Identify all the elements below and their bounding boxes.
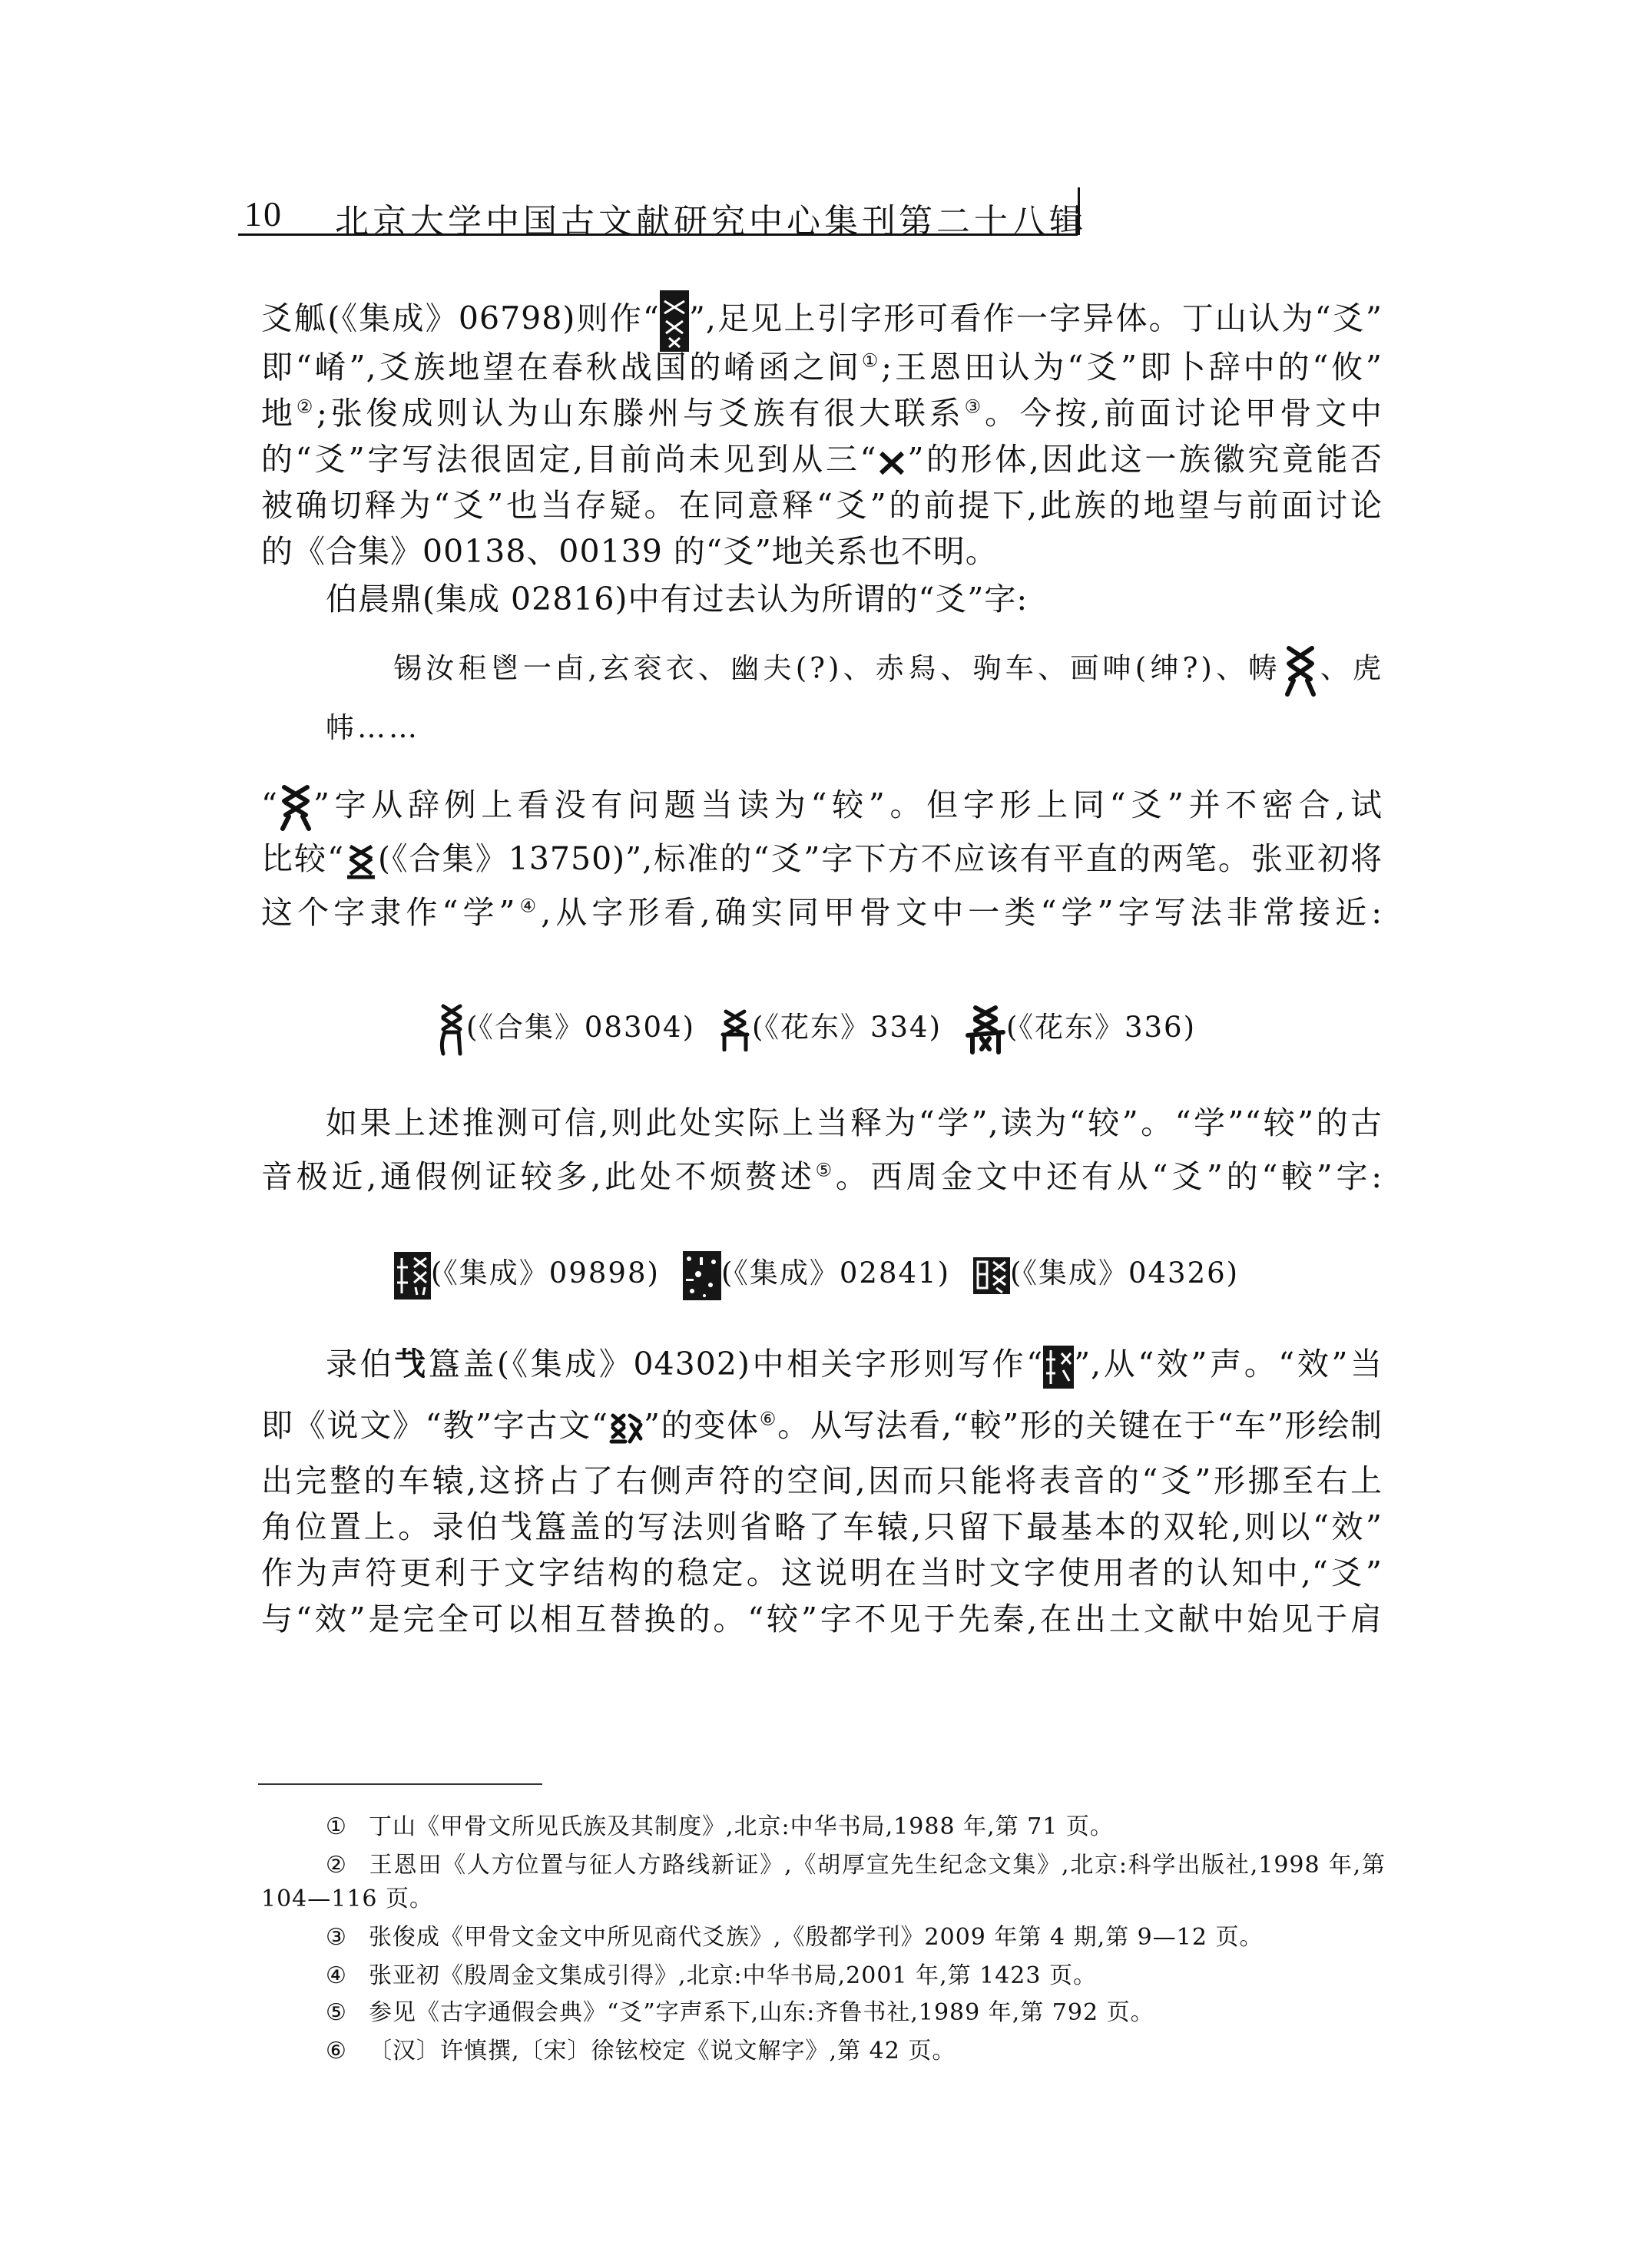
text-run: 。从写法看,“較”形的关键在于“车”形绘制	[777, 1407, 1383, 1444]
footnote-6	[326, 2034, 1386, 2069]
paragraph-1-line-4	[261, 436, 1383, 482]
footnote-ref-1[interactable]: ①	[861, 349, 882, 372]
oracle-glyph-x	[876, 447, 907, 478]
citation-label: (《合集》08304)	[465, 1011, 696, 1044]
text-run: 录伯	[326, 1346, 395, 1382]
footnote-marker: ④	[326, 1962, 347, 1989]
citation-label: (《集成》04326)	[1010, 1257, 1240, 1290]
paragraph-5-line-4	[261, 1504, 1383, 1550]
text-run: 簋盖(《集成》04302)中相关字形则写作“	[428, 1346, 1044, 1382]
citation-label: (《花东》336)	[1006, 1011, 1197, 1044]
paragraph-3-line-3	[261, 889, 1383, 935]
paragraph-5-line-6	[261, 1596, 1383, 1642]
paragraph-2	[326, 576, 1383, 622]
footnote-4	[326, 1958, 1386, 1994]
oracle-glyph-yao	[344, 843, 378, 880]
paragraph-5-line-5	[261, 1550, 1383, 1596]
text-run: 这个字隶作“学”	[261, 894, 516, 931]
paragraph-5-line-1	[326, 1341, 1383, 1387]
citation-label: (《集成》09898)	[430, 1257, 660, 1290]
paragraph-4-line-1	[326, 1100, 1383, 1146]
text-run: 的《合集》00138、00139 的“爻”地关系也不明。	[261, 533, 998, 570]
rubbing-image-jiao-1	[394, 1252, 431, 1300]
text-run: 的“爻”字写法很固定,目前尚未见到从三“	[261, 441, 877, 478]
text-run: 地	[261, 395, 296, 432]
text-run: 比较“	[261, 840, 345, 877]
text-run: 作为声符更利于文字结构的稳定。这说明在当时文字使用者的认知中,“爻”	[261, 1554, 1383, 1591]
inscription-quote-line-2	[326, 705, 1317, 751]
volume-label: 第二十八辑	[899, 202, 1087, 241]
oracle-examples-row	[0, 997, 1633, 1058]
text-run: 、虎	[1319, 651, 1385, 685]
bronze-glyph-jiao	[278, 784, 313, 832]
journal-title: 北京大学中国古文献研究中心集刊	[335, 202, 899, 241]
footnote-marker: ①	[326, 1813, 347, 1840]
text-run: 即“崤”,爻族地望在春秋战国的崤函之间	[261, 349, 862, 386]
page-number: 10	[244, 194, 283, 233]
footnote-text: 〔汉〕许慎撰,〔宋〕徐铉校定《说文解字》,第 42 页。	[369, 2038, 956, 2064]
footnote-ref-5[interactable]: ⑤	[815, 1159, 836, 1181]
footnote-ref-4[interactable]: ④	[515, 895, 542, 917]
footnote-2	[326, 1848, 1386, 1883]
oracle-glyph-xue-3	[965, 1005, 1006, 1055]
text-run: 音极近,通假例证较多,此处不烦赘述	[261, 1158, 816, 1195]
text-run: 帏……	[326, 711, 420, 744]
oracle-glyph-xue-1	[437, 1003, 466, 1057]
paragraph-1-line-6	[261, 528, 1383, 574]
text-run: 被确切释为“爻”也当存疑。在同意释“爻”的前提下,此族的地望与前面讨论	[261, 487, 1383, 524]
text-run: 出完整的车辕,这挤占了右侧声符的空间,因而只能将表音的“爻”形挪至右上	[261, 1462, 1383, 1499]
text-run: ”,足见上引字形可看作一字异体。丁山认为“爻”	[688, 300, 1383, 337]
paragraph-1-line-3	[261, 390, 1383, 436]
citation-label: (《花东》334)	[752, 1011, 942, 1044]
footnote-rule	[258, 1783, 542, 1785]
footnote-ref-6[interactable]: ⑥	[759, 1408, 778, 1430]
footnote-ref-2[interactable]: ②	[296, 396, 317, 418]
footnote-text: 参见《古字通假会典》“爻”字声系下,山东:齐鲁书社,1989 年,第 792 页。	[369, 1999, 1154, 2026]
paragraph-1-line-1	[261, 290, 1383, 336]
bronze-glyph-jiao	[1281, 644, 1320, 697]
footnote-marker: ⑤	[326, 1999, 347, 2026]
footnote-text: 丁山《甲骨文所见氏族及其制度》,北京:中华书局,1988 年,第 71 页。	[369, 1813, 1114, 1840]
text-run: ;王恩田认为“爻”即卜辞中的“攸”	[881, 349, 1383, 386]
paragraph-1-line-2	[261, 344, 1383, 390]
rong-character: 𢦏	[394, 1346, 429, 1382]
text-run: ,从字形看,确实同甲骨文中一类“学”字写法非常接近:	[541, 894, 1383, 931]
seal-glyph-jiao	[608, 1411, 644, 1446]
text-run: ”字从辞例上看没有问题当读为“较”。但字形上同“爻”并不密合,试	[313, 786, 1383, 823]
footnote-text: 张俊成《甲骨文金文中所见商代爻族》,《殷都学刊》2009 年第 4 期,第 9—12 页。	[369, 1924, 1264, 1951]
text-run: 。西周金文中还有从“爻”的“較”字:	[835, 1158, 1383, 1195]
header-tick	[1078, 187, 1080, 235]
text-run: ”的变体	[643, 1407, 760, 1444]
text-run: 伯晨鼎(集成 02816)中有过去认为所谓的“爻”字:	[326, 581, 1028, 617]
text-run: “	[261, 786, 278, 823]
header-rule	[238, 233, 1078, 236]
text-run: 。今按,前面讨论甲骨文中	[984, 395, 1383, 432]
rubbing-image-jiao-3	[973, 1257, 1010, 1294]
footnote-text: 王恩田《人方位置与征人方路线新证》,《胡厚宣先生纪念文集》,北京:科学出版社,1998 年,第	[369, 1852, 1386, 1879]
footnote-text: 104—116 页。	[261, 1886, 434, 1912]
paragraph-5-line-2	[261, 1402, 1383, 1449]
text-run: ”的形体,因此这一族徽究竟能否	[907, 441, 1383, 478]
citation-label: (《集成》02841)	[720, 1257, 951, 1290]
oracle-glyph-xue-2	[718, 1008, 752, 1051]
text-run: 锡汝秬鬯一卣,玄衮衣、幽夫(?)、赤舄、驹车、画呻(绅?)、帱	[393, 651, 1281, 685]
footnote-5	[326, 1995, 1386, 2031]
text-run: 爻觚(《集成》06798)则作“	[261, 300, 660, 337]
bronze-examples-row	[0, 1243, 1633, 1304]
paragraph-1-line-5	[261, 482, 1383, 528]
rubbing-image-xiao	[1043, 1346, 1074, 1389]
paragraph-3-line-1	[261, 782, 1383, 828]
text-run: 如果上述推测可信,则此处实际上当释为“学”,读为“较”。“学”“较”的古	[326, 1104, 1383, 1141]
paragraph-5-line-3	[261, 1458, 1383, 1504]
footnote-1	[326, 1809, 1386, 1845]
footnote-2-continued	[261, 1882, 1321, 1917]
rubbing-image-jiao-2	[683, 1251, 721, 1300]
paragraph-3-line-2	[261, 836, 1383, 882]
text-run: 与“效”是完全可以相互替换的。“较”字不见于先秦,在出土文献中始见于肩	[261, 1601, 1383, 1637]
text-run: (《合集》13750)”,标准的“爻”字下方不应该有平直的两笔。张亚初将	[378, 840, 1383, 877]
text-run: ”,从“效”声。“效”当	[1074, 1346, 1383, 1382]
text-run: ;张俊成则认为山东滕州与爻族有很大联系	[316, 395, 965, 432]
footnote-marker: ③	[326, 1924, 347, 1951]
footnote-3	[326, 1920, 1386, 1955]
text-run: 即《说文》“教”字古文“	[261, 1407, 608, 1444]
footnote-marker: ②	[326, 1852, 347, 1879]
inscription-quote-line-1	[393, 644, 1384, 690]
footnote-marker: ⑥	[326, 2038, 347, 2064]
footnote-ref-3[interactable]: ③	[964, 396, 985, 418]
footnote-text: 张亚初《殷周金文集成引得》,北京:中华书局,2001 年,第 1423 页。	[369, 1962, 1098, 1989]
rubbing-image-glyph	[660, 290, 689, 352]
paragraph-4-line-2	[261, 1154, 1383, 1200]
text-run: 角位置上。录伯𢦏簋盖的写法则省略了车辕,只留下最基本的双轮,则以“效”	[261, 1508, 1383, 1545]
